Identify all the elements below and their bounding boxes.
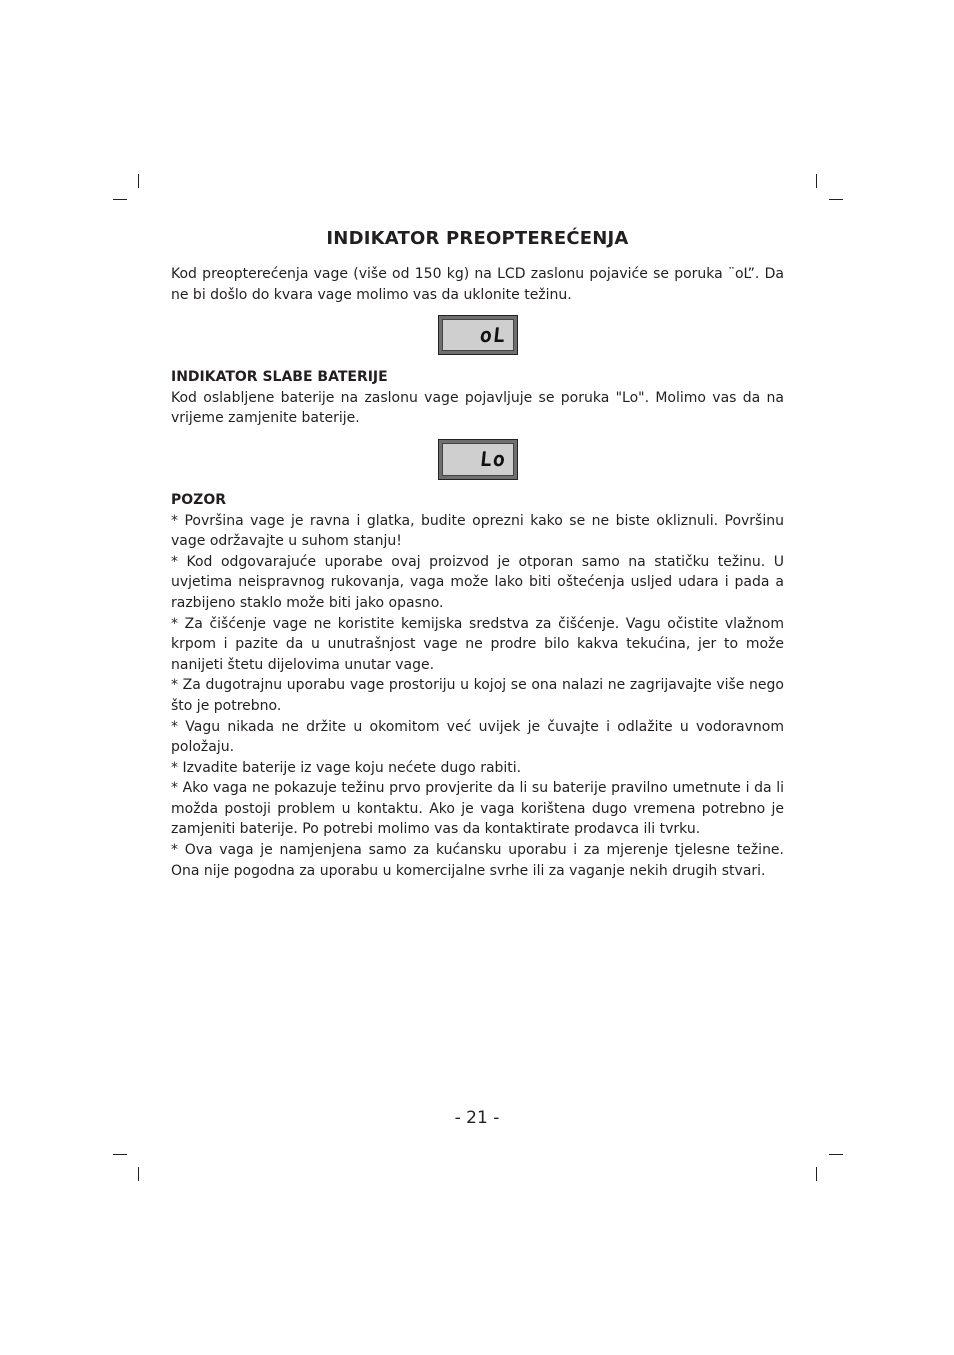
page-number: - 21 -	[454, 1108, 500, 1128]
warning-item: * Za čišćenje vage ne koristite kemijska sredstva za čišćenje. Vagu očistite vlažnom krpom i pazite da u unutrašnjost vage ne prodre bilo kakva tekućina, jer to može nanijeti štetu dijelovima unutar vage.	[171, 615, 784, 673]
crop-mark-top-left-horizontal	[113, 199, 127, 200]
crop-mark-bottom-right-vertical	[816, 1167, 817, 1181]
warning-item: * Izvadite baterije iz vage koju nećete dugo rabiti.	[171, 759, 522, 776]
page-content	[171, 226, 784, 881]
warning-item: * Ako vaga ne pokazuje težinu prvo provjerite da li su baterije pravilno umetnute i da li možda postoji problem u kontaktu. Ako je vaga korištena dugo vremena potrebno je zamjeniti baterije. Po potrebi molimo vas da kontaktirate prodavca ili tvrku.	[171, 780, 784, 838]
overload-paragraph: Kod preopterećenja vage (više od 150 kg) na LCD zaslonu pojaviće se poruka ¨oL”. Da ne bi došlo do kvara vage molimo vas da uklonite težinu.	[171, 266, 784, 303]
battery-lcd-figure	[171, 439, 784, 480]
overload-lcd-figure	[171, 315, 784, 355]
lcd-readout: Lo	[479, 447, 508, 472]
warning-item: * Vagu nikada ne držite u okomitom već uvijek je čuvajte i odlažite u vodoravnom položaju.	[171, 718, 784, 756]
warning-item: * Kod odgovarajuće uporabe ovaj proizvod je otporan samo na statičku težinu. U uvjetima neispravnog rukovanja, vaga može lako biti oštećenja usljed udara i pada a razbijeno staklo može biti jako opasno.	[171, 553, 784, 611]
crop-mark-top-left-vertical	[138, 174, 139, 188]
crop-mark-bottom-left-horizontal	[113, 1154, 127, 1155]
battery-paragraph: Kod oslabljene baterije na zaslonu vage pojavljuje se poruka "Lo". Molimo vas da na vrijeme zamjenite baterije.	[171, 389, 784, 427]
warning-item: * Za dugotrajnu uporabu vage prostoriju u kojoj se ona nalazi ne zagrijavajte više nego što je potrebno.	[171, 677, 784, 714]
crop-mark-top-right-horizontal	[829, 199, 843, 200]
lcd-display-image	[438, 439, 518, 480]
section-title-overload: INDIKATOR PREOPTEREĆENJA	[326, 228, 629, 249]
crop-mark-bottom-left-vertical	[138, 1167, 139, 1181]
lcd-display-image	[438, 315, 518, 355]
warning-item: * Ova vaga je namjenjena samo za kućansku uporabu i za mjerenje tjelesne težine. Ona nije pogodna za uporabu u komercijalne svrhe ili za vaganje nekih drugih stvari.	[171, 842, 784, 879]
crop-mark-bottom-right-horizontal	[829, 1154, 843, 1155]
section-title-battery: INDIKATOR SLABE BATERIJE	[171, 369, 388, 386]
lcd-readout: oL	[479, 323, 508, 348]
section-title-warning: POZOR	[171, 491, 226, 508]
warning-item: * Površina vage je ravna i glatka, budite oprezni kako se ne biste okliznuli. Površinu vage održavajte u suhom stanju!	[171, 512, 784, 550]
crop-mark-top-right-vertical	[816, 174, 817, 188]
